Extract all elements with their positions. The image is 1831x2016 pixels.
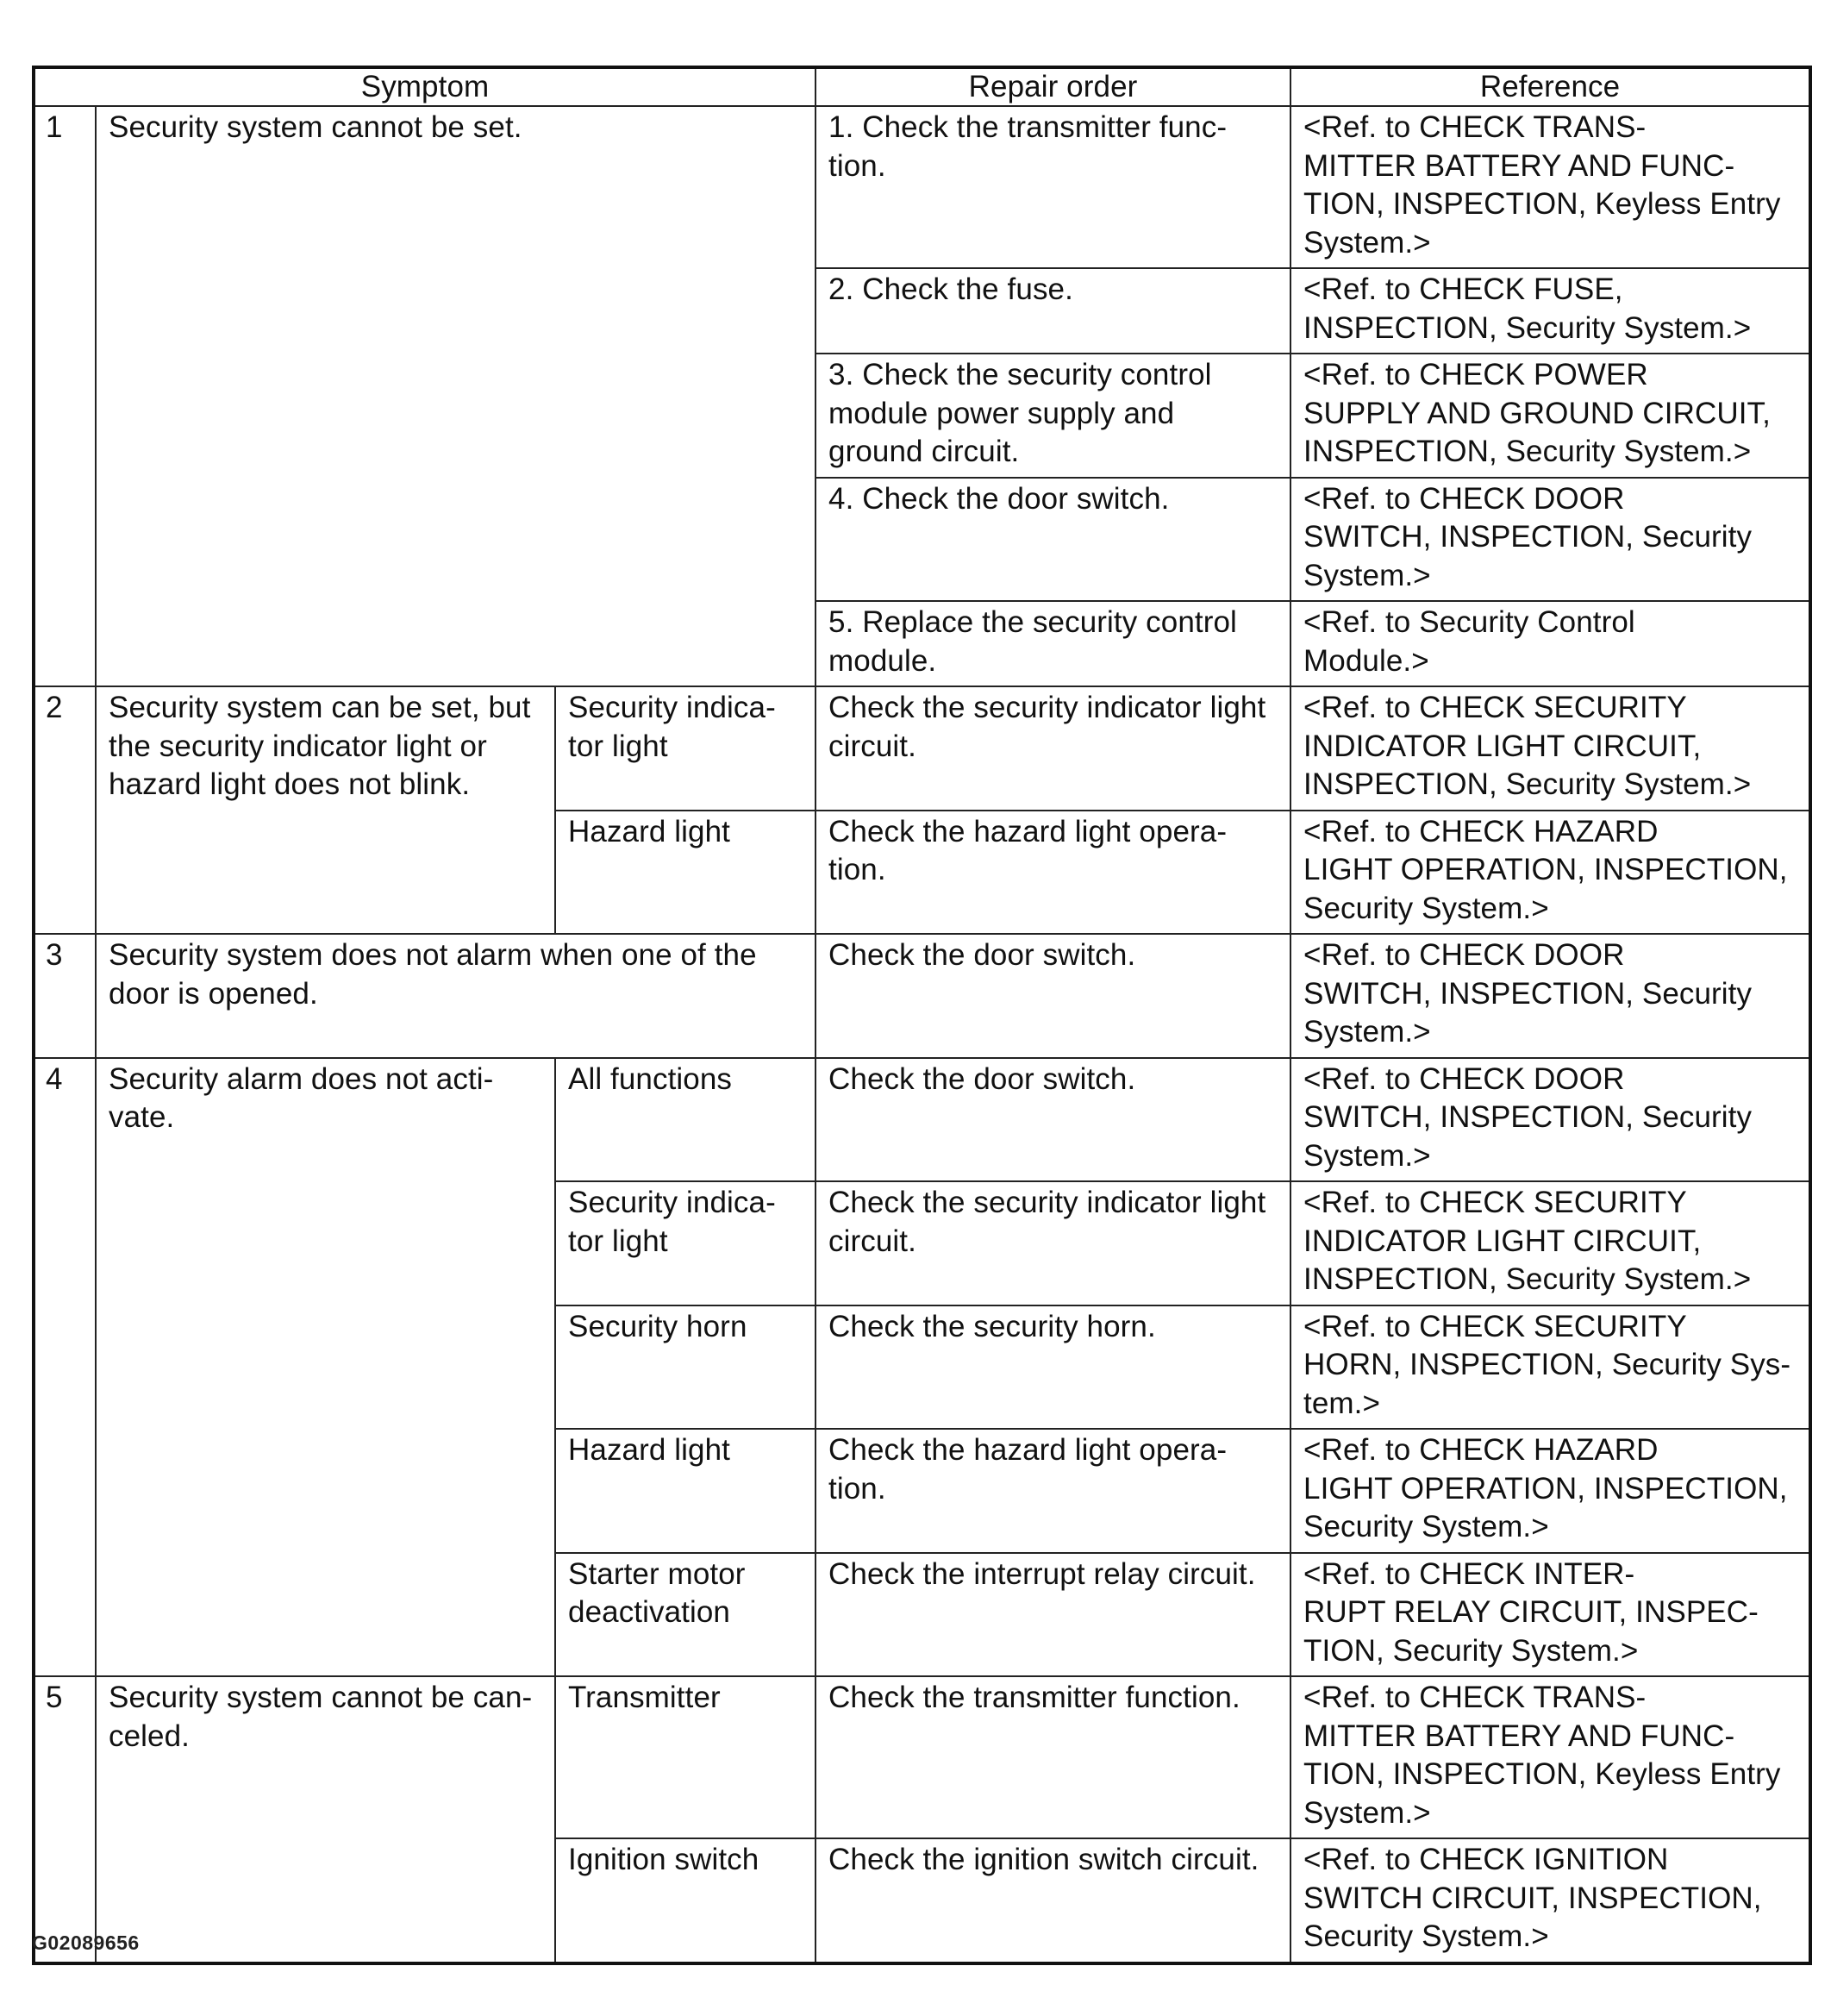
header-reference: Reference: [1290, 67, 1810, 106]
row-number: 3: [34, 934, 96, 1058]
header-repair-order: Repair order: [816, 67, 1290, 106]
reference-cell: <Ref. to CHECK DOOR SWITCH, INSPECTION, Security System.>: [1290, 478, 1810, 602]
sub-symptom-cell: Security horn: [555, 1305, 816, 1430]
table-row: [34, 1676, 1810, 1838]
reference-cell: <Ref. to CHECK SECURITY HORN, INSPECTION, Security Sys- tem.>: [1290, 1305, 1810, 1430]
reference-cell: <Ref. to CHECK DOOR SWITCH, INSPECTION, Security System.>: [1290, 1058, 1810, 1182]
sub-symptom-cell: Security indica- tor light: [555, 686, 816, 811]
repair-order-cell: Check the security indicator light circuit.: [816, 1181, 1290, 1305]
header-symptom: Symptom: [34, 67, 816, 106]
reference-cell: <Ref. to CHECK SECURITY INDICATOR LIGHT CIRCUIT, INSPECTION, Security System.>: [1290, 1181, 1810, 1305]
table-header-row: [34, 67, 1810, 106]
row-number: 2: [34, 686, 96, 934]
reference-cell: <Ref. to CHECK TRANS- MITTER BATTERY AND FUNC- TION, INSPECTION, Keyless Entry System.>: [1290, 106, 1810, 268]
sub-symptom-cell: Hazard light: [555, 1429, 816, 1553]
repair-order-cell: Check the security indicator light circuit.: [816, 686, 1290, 811]
reference-cell: <Ref. to CHECK FUSE, INSPECTION, Security System.>: [1290, 268, 1810, 354]
reference-cell: <Ref. to CHECK DOOR SWITCH, INSPECTION, Security System.>: [1290, 934, 1810, 1058]
sub-symptom-cell: Transmitter: [555, 1676, 816, 1838]
table-row: [34, 686, 1810, 811]
repair-order-cell: Check the hazard light opera- tion.: [816, 811, 1290, 935]
sub-symptom-cell: Starter motor deactivation: [555, 1553, 816, 1677]
symptom-cell: Security system cannot be can- celed.: [96, 1676, 555, 1963]
repair-order-cell: 3. Check the security control module power supply and ground circuit.: [816, 354, 1290, 478]
repair-order-cell: Check the transmitter function.: [816, 1676, 1290, 1838]
row-number: 1: [34, 106, 96, 686]
symptom-cell: Security system can be set, but the security indicator light or hazard light does not blink.: [96, 686, 555, 934]
symptom-cell: Security system does not alarm when one of the door is opened.: [96, 934, 816, 1058]
symptom-cell: Security alarm does not acti- vate.: [96, 1058, 555, 1677]
table-row: [34, 934, 1810, 1058]
repair-order-cell: Check the hazard light opera- tion.: [816, 1429, 1290, 1553]
sub-symptom-cell: All functions: [555, 1058, 816, 1182]
table-row: [34, 1058, 1810, 1182]
reference-cell: <Ref. to CHECK HAZARD LIGHT OPERATION, INSPECTION, Security System.>: [1290, 811, 1810, 935]
figure-id-label: G02089656: [32, 1931, 140, 1954]
repair-order-cell: 2. Check the fuse.: [816, 268, 1290, 354]
symptom-cell: Security system cannot be set.: [96, 106, 816, 686]
repair-order-cell: 1. Check the transmitter func- tion.: [816, 106, 1290, 268]
row-number: 4: [34, 1058, 96, 1677]
sub-symptom-cell: Security indica- tor light: [555, 1181, 816, 1305]
repair-order-cell: Check the door switch.: [816, 1058, 1290, 1182]
diagnostic-table: [32, 66, 1812, 1965]
reference-cell: <Ref. to CHECK INTER- RUPT RELAY CIRCUIT, INSPEC- TION, Security System.>: [1290, 1553, 1810, 1677]
row-number: 5: [34, 1676, 96, 1963]
reference-cell: <Ref. to CHECK SECURITY INDICATOR LIGHT CIRCUIT, INSPECTION, Security System.>: [1290, 686, 1810, 811]
reference-cell: <Ref. to CHECK HAZARD LIGHT OPERATION, INSPECTION, Security System.>: [1290, 1429, 1810, 1553]
reference-cell: <Ref. to Security Control Module.>: [1290, 601, 1810, 686]
repair-order-cell: Check the door switch.: [816, 934, 1290, 1058]
reference-cell: <Ref. to CHECK POWER SUPPLY AND GROUND CIRCUIT, INSPECTION, Security System.>: [1290, 354, 1810, 478]
sub-symptom-cell: Ignition switch: [555, 1838, 816, 1963]
sub-symptom-cell: Hazard light: [555, 811, 816, 935]
repair-order-cell: Check the ignition switch circuit.: [816, 1838, 1290, 1963]
repair-order-cell: 4. Check the door switch.: [816, 478, 1290, 602]
repair-order-cell: Check the security horn.: [816, 1305, 1290, 1430]
repair-order-cell: 5. Replace the security control module.: [816, 601, 1290, 686]
repair-order-cell: Check the interrupt relay circuit.: [816, 1553, 1290, 1677]
table-row: [34, 106, 1810, 268]
reference-cell: <Ref. to CHECK IGNITION SWITCH CIRCUIT, INSPECTION, Security System.>: [1290, 1838, 1810, 1963]
reference-cell: <Ref. to CHECK TRANS- MITTER BATTERY AND FUNC- TION, INSPECTION, Keyless Entry System.>: [1290, 1676, 1810, 1838]
